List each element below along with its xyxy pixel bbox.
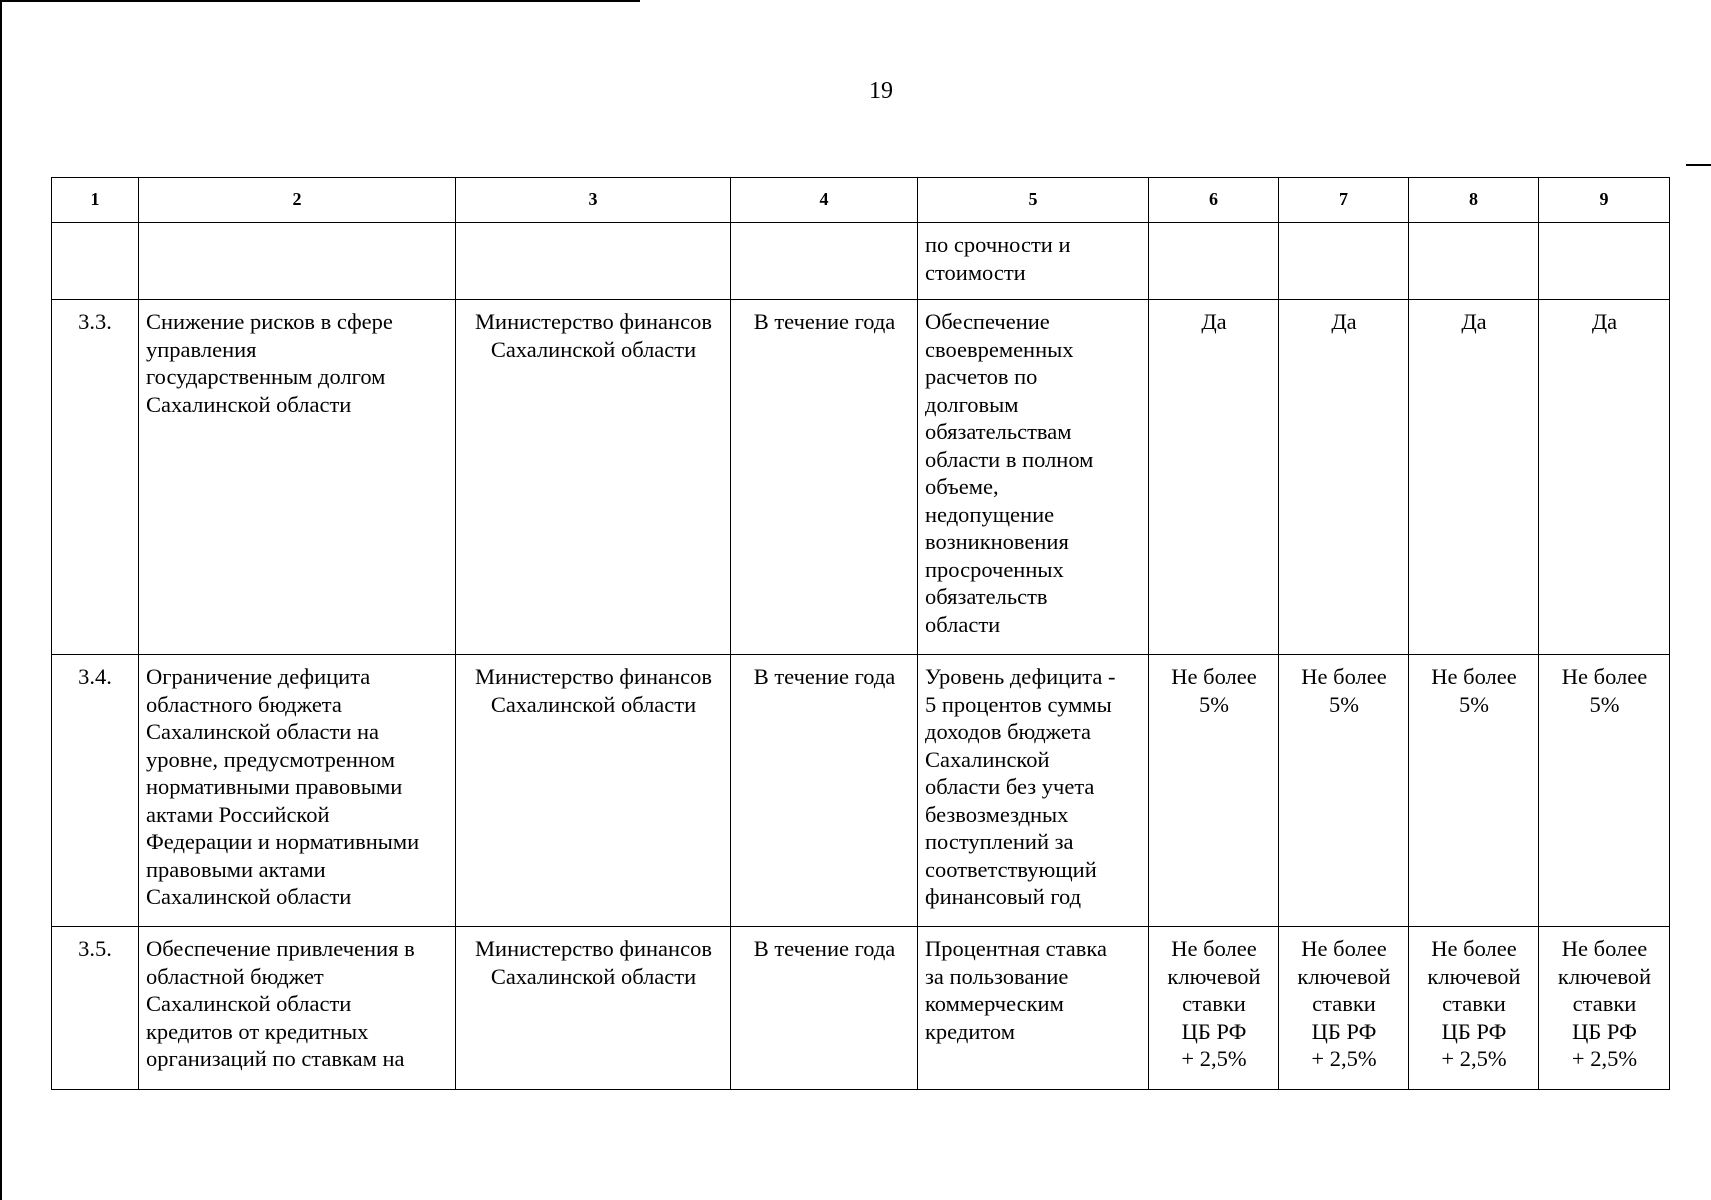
header-col-4: 4 [731, 178, 918, 223]
header-row [52, 178, 1670, 223]
header-col-1: 1 [52, 178, 139, 223]
scan-edge-right-mark [1686, 164, 1711, 166]
measure-cell: Ограничение дефицита областного бюджета Сахалинской области на уровне, предусмотренном нормативными правовыми актами Российской Федерации и нормативными правовыми актами Сахалинской области [146, 664, 420, 909]
value-cell: Да [1461, 309, 1487, 334]
scan-edge-top [0, 0, 640, 2]
indicator-cell: Процентная ставка за пользование коммерческим кредитом [925, 936, 1107, 1044]
value-cell: Не более ключевой ставки ЦБ РФ + 2,5% [1297, 936, 1391, 1071]
row-number: 3.5. [78, 936, 112, 961]
value-cell: Не более ключевой ставки ЦБ РФ + 2,5% [1427, 936, 1521, 1071]
indicator-cell: по срочности и стоимости [925, 232, 1071, 285]
header-col-2: 2 [139, 178, 456, 223]
term-cell: В течение года [753, 936, 896, 961]
value-cell: Не более ключевой ставки ЦБ РФ + 2,5% [1557, 936, 1652, 1071]
term-cell: В течение года [753, 664, 896, 689]
value-cell: Не более 5% [1561, 664, 1648, 717]
row-number: 3.4. [78, 664, 112, 689]
value-cell: Не более 5% [1171, 664, 1257, 717]
table-row [52, 655, 1670, 927]
indicator-cell: Уровень дефицита - 5 процентов суммы доходов бюджета Сахалинской области без учета безвозмездных поступлений за соответствующий финансовый год [925, 664, 1116, 909]
value-cell: Не более ключевой ставки ЦБ РФ + 2,5% [1167, 936, 1261, 1071]
header-col-8: 8 [1409, 178, 1539, 223]
executor-cell: Министерство финансов Сахалинской области [475, 309, 712, 362]
table-row [52, 927, 1670, 1090]
header-col-7: 7 [1279, 178, 1409, 223]
executor-cell: Министерство финансов Сахалинской области [475, 936, 712, 989]
value-cell: Да [1331, 309, 1357, 334]
header-col-6: 6 [1149, 178, 1279, 223]
header-col-5: 5 [918, 178, 1149, 223]
plan-table [51, 177, 1670, 1090]
header-col-3: 3 [456, 178, 731, 223]
indicator-cell: Обеспечение своевременных расчетов по долговым обязательствам области в полном объеме, недопущение возникновения просроченных обязательств области [925, 309, 1094, 637]
measure-cell: Обеспечение привлечения в областной бюджет Сахалинской области кредитов от кредитных организаций по ставкам на [146, 936, 415, 1071]
header-col-9: 9 [1539, 178, 1670, 223]
value-cell: Не более 5% [1301, 664, 1387, 717]
table-row-continuation [52, 223, 1670, 300]
row-number: 3.3. [78, 309, 112, 334]
table-row [52, 300, 1670, 655]
value-cell: Да [1201, 309, 1227, 334]
measure-cell: Снижение рисков в сфере управления государственным долгом Сахалинской области [146, 309, 393, 417]
term-cell: В течение года [753, 309, 896, 334]
value-cell: Да [1591, 309, 1618, 334]
executor-cell: Министерство финансов Сахалинской области [475, 664, 712, 717]
value-cell: Не более 5% [1431, 664, 1517, 717]
page-number: 19 [869, 78, 893, 104]
scan-edge-left [0, 0, 2, 1200]
